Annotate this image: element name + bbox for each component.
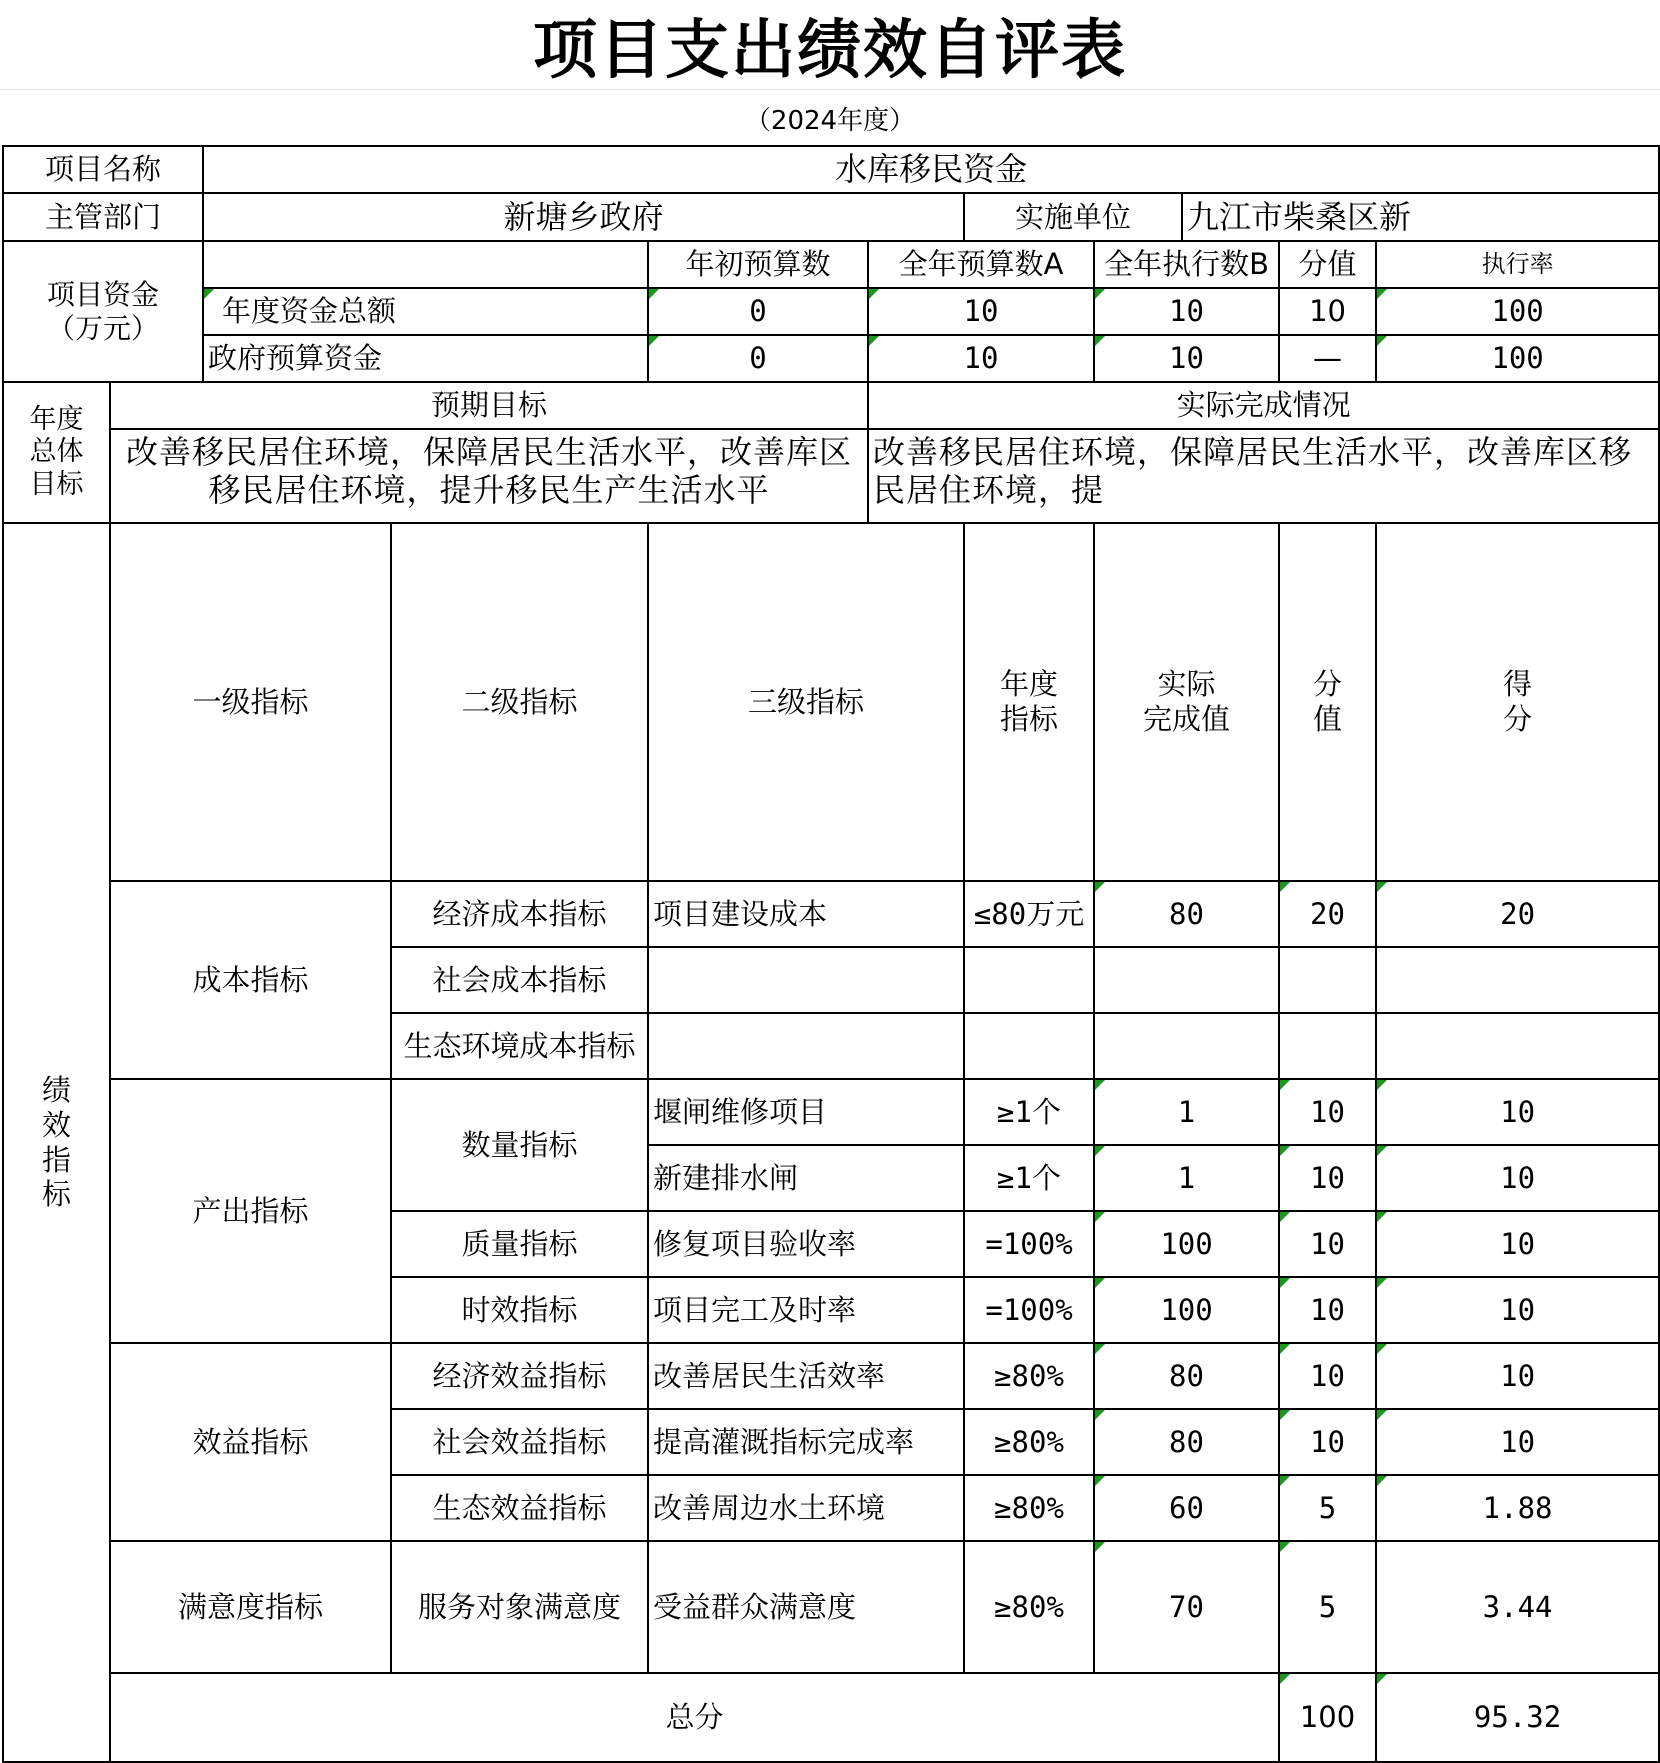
perf-l2: 时效指标: [391, 1277, 648, 1343]
perf-l3: 改善周边水土环境: [648, 1475, 964, 1541]
evaluation-table: [2, 145, 1660, 1763]
funds-row-gov: [3, 335, 1659, 382]
perf-target: [964, 1013, 1094, 1079]
perf-l1-satisfaction: 满意度指标: [110, 1541, 391, 1673]
perf-l2: 社会成本指标: [391, 947, 648, 1013]
perf-l3: 项目完工及时率: [648, 1277, 964, 1343]
perf-l2: 生态效益指标: [391, 1475, 648, 1541]
impl-value: 九江市柴桑区新: [1182, 193, 1659, 241]
perf-actual: 100: [1094, 1211, 1279, 1277]
perf-header-l2: 二级指标: [391, 523, 648, 881]
perf-target: ≥80%: [964, 1343, 1094, 1409]
funds-header-row: [3, 241, 1659, 288]
funds-row-label: 年度资金总额: [203, 288, 648, 335]
funds-header-executed: 全年执行数B: [1094, 241, 1279, 288]
goals-header-row: [3, 382, 1659, 429]
perf-label: 绩 效 指 标: [3, 523, 110, 1762]
perf-weight: 5: [1279, 1475, 1376, 1541]
page-title: 项目支出绩效自评表: [0, 0, 1660, 90]
perf-l1-output: 产出指标: [110, 1079, 391, 1343]
funds-row-total: [3, 288, 1659, 335]
perf-weight: 5: [1279, 1541, 1376, 1673]
perf-row: [3, 881, 1659, 947]
perf-actual: 70: [1094, 1541, 1279, 1673]
perf-row: [3, 1079, 1659, 1145]
perf-score: 10: [1376, 1277, 1659, 1343]
funds-header-weight: 分值: [1279, 241, 1376, 288]
perf-l3: 项目建设成本: [648, 881, 964, 947]
perf-header-actual: 实际 完成值: [1094, 523, 1279, 881]
perf-weight: [1279, 1013, 1376, 1079]
goals-label: 年度 总体 目标: [3, 382, 110, 523]
perf-header-weight: 分 值: [1279, 523, 1376, 881]
perf-target: ≥1个: [964, 1079, 1094, 1145]
dept-row: [3, 193, 1659, 241]
perf-l1-cost: 成本指标: [110, 881, 391, 1079]
funds-rate: 100: [1376, 288, 1659, 335]
perf-actual: 1: [1094, 1145, 1279, 1211]
perf-score: 10: [1376, 1145, 1659, 1211]
perf-header-l3: 三级指标: [648, 523, 964, 881]
perf-row: [3, 1541, 1659, 1673]
perf-l3: 受益群众满意度: [648, 1541, 964, 1673]
funds-initial: 0: [648, 288, 868, 335]
perf-weight: 20: [1279, 881, 1376, 947]
perf-actual: [1094, 947, 1279, 1013]
funds-rate: 100: [1376, 335, 1659, 382]
perf-score: 1.88: [1376, 1475, 1659, 1541]
perf-score: [1376, 947, 1659, 1013]
perf-weight: 10: [1279, 1211, 1376, 1277]
perf-target: ≥80%: [964, 1541, 1094, 1673]
funds-header-annual: 全年预算数A: [868, 241, 1094, 288]
page-subtitle: （2024年度）: [744, 105, 916, 136]
perf-l2: 社会效益指标: [391, 1409, 648, 1475]
perf-target: =100%: [964, 1277, 1094, 1343]
funds-header-initial: 年初预算数: [648, 241, 868, 288]
perf-score: 3.44: [1376, 1541, 1659, 1673]
dept-label: 主管部门: [3, 193, 203, 241]
project-name-row: [3, 146, 1659, 193]
perf-l2: 数量指标: [391, 1079, 648, 1211]
perf-weight: 10: [1279, 1343, 1376, 1409]
total-row: [3, 1673, 1659, 1762]
perf-actual: 80: [1094, 1409, 1279, 1475]
funds-initial: 0: [648, 335, 868, 382]
goals-expected-label: 预期目标: [110, 382, 868, 429]
perf-header-target: 年度 指标: [964, 523, 1094, 881]
perf-header-row: [3, 523, 1659, 881]
perf-l1-benefit: 效益指标: [110, 1343, 391, 1541]
goals-actual-text: 改善移民居住环境，保障居民生活水平，改善库区移民居住环境，提: [873, 433, 1633, 510]
perf-actual: [1094, 1013, 1279, 1079]
dept-value: 新塘乡政府: [203, 193, 964, 241]
perf-target: ≤80万元: [964, 881, 1094, 947]
funds-weight: 10: [1279, 288, 1376, 335]
goals-content-row: [3, 429, 1659, 523]
perf-target: ≥1个: [964, 1145, 1094, 1211]
total-label: 总分: [110, 1673, 1279, 1762]
perf-l3: [648, 1013, 964, 1079]
funds-annual: 10: [868, 288, 1094, 335]
perf-actual: 100: [1094, 1277, 1279, 1343]
perf-weight: 10: [1279, 1277, 1376, 1343]
perf-actual: 80: [1094, 1343, 1279, 1409]
funds-header-rate: 执行率: [1376, 241, 1659, 288]
perf-actual: 80: [1094, 881, 1279, 947]
perf-weight: 10: [1279, 1145, 1376, 1211]
funds-weight: —: [1279, 335, 1376, 382]
funds-header-empty: [203, 241, 648, 288]
perf-target: =100%: [964, 1211, 1094, 1277]
perf-target: ≥80%: [964, 1475, 1094, 1541]
perf-l2: 质量指标: [391, 1211, 648, 1277]
perf-l3: 改善居民生活效率: [648, 1343, 964, 1409]
perf-actual: 60: [1094, 1475, 1279, 1541]
perf-row: [3, 1343, 1659, 1409]
perf-l3: 堰闸维修项目: [648, 1079, 964, 1145]
funds-label: 项目资金 （万元）: [3, 241, 203, 382]
perf-header-l1: 一级指标: [110, 523, 391, 881]
total-score: [1376, 1673, 1659, 1762]
impl-label: 实施单位: [964, 193, 1182, 241]
perf-score: 10: [1376, 1343, 1659, 1409]
project-name-value: 水库移民资金: [203, 146, 1659, 193]
perf-weight: 10: [1279, 1409, 1376, 1475]
perf-score: 10: [1376, 1079, 1659, 1145]
perf-score: [1376, 1013, 1659, 1079]
funds-annual: 10: [868, 335, 1094, 382]
perf-l2: 服务对象满意度: [391, 1541, 648, 1673]
perf-l3: 修复项目验收率: [648, 1211, 964, 1277]
perf-actual: 1: [1094, 1079, 1279, 1145]
perf-l2: 生态环境成本指标: [391, 1013, 648, 1079]
perf-score: 10: [1376, 1211, 1659, 1277]
perf-score: 10: [1376, 1409, 1659, 1475]
perf-l3: 提高灌溉指标完成率: [648, 1409, 964, 1475]
perf-weight: [1279, 947, 1376, 1013]
total-weight: 100: [1279, 1673, 1376, 1762]
total-score-text: 95.32: [1473, 1699, 1562, 1734]
perf-l3: 新建排水闸: [648, 1145, 964, 1211]
funds-executed: 10: [1094, 288, 1279, 335]
goals-expected-text: 改善移民居住环境，保障居民生活水平，改善库区移民居住环境，提升移民生产生活水平: [126, 433, 853, 510]
perf-weight: 10: [1279, 1079, 1376, 1145]
perf-l2: 经济成本指标: [391, 881, 648, 947]
perf-target: ≥80%: [964, 1409, 1094, 1475]
perf-target: [964, 947, 1094, 1013]
perf-header-score: 得 分: [1376, 523, 1659, 881]
perf-l2: 经济效益指标: [391, 1343, 648, 1409]
goals-expected: [110, 429, 868, 523]
funds-executed: 10: [1094, 335, 1279, 382]
perf-l3: [648, 947, 964, 1013]
project-name-label: 项目名称: [3, 146, 203, 193]
perf-score: 20: [1376, 881, 1659, 947]
goals-actual: [868, 429, 1659, 523]
goals-actual-label: 实际完成情况: [868, 382, 1659, 429]
funds-row-label: 政府预算资金: [203, 335, 648, 382]
